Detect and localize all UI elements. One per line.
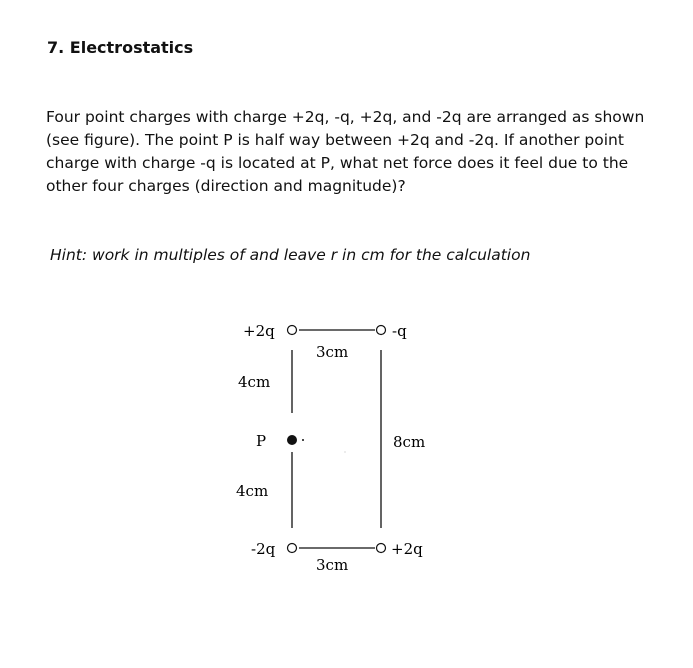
question-text: Four point charges with charge +2q, -q, +2q, and -2q are arranged as shown (see figure). The point P is half way between +2q and -2q. If another point charge with charge -q is located at P, what net force does it feel due to the other four charges (direction and magnitude)? [46,108,645,195]
point-p-marker [287,435,297,445]
charge-bottom-left-marker [288,544,297,553]
charge-bottom-right-marker [377,544,386,553]
charge-top-left-label: +2q [243,322,275,340]
distance-left-upper-label: 4cm [238,373,271,391]
distance-bottom-label: 3cm [316,556,349,574]
charge-top-right-marker [377,326,386,335]
charge-bottom-right-label: +2q [391,540,423,558]
distance-right-label: 8cm [393,433,426,451]
charge-top-right-label: -q [392,322,407,340]
charge-top-left-marker [288,326,297,335]
hint-text: Hint: work in multiples of and leave r in cm for the calculation [50,246,531,264]
section-heading: 7. Electrostatics [47,38,194,57]
distance-top-label: 3cm [316,343,349,361]
charge-bottom-left-label: -2q [251,540,276,558]
stray-dot [344,451,345,452]
distance-left-lower-label: 4cm [236,482,269,500]
point-p-dot [302,439,304,441]
point-p-label: P [256,432,267,450]
